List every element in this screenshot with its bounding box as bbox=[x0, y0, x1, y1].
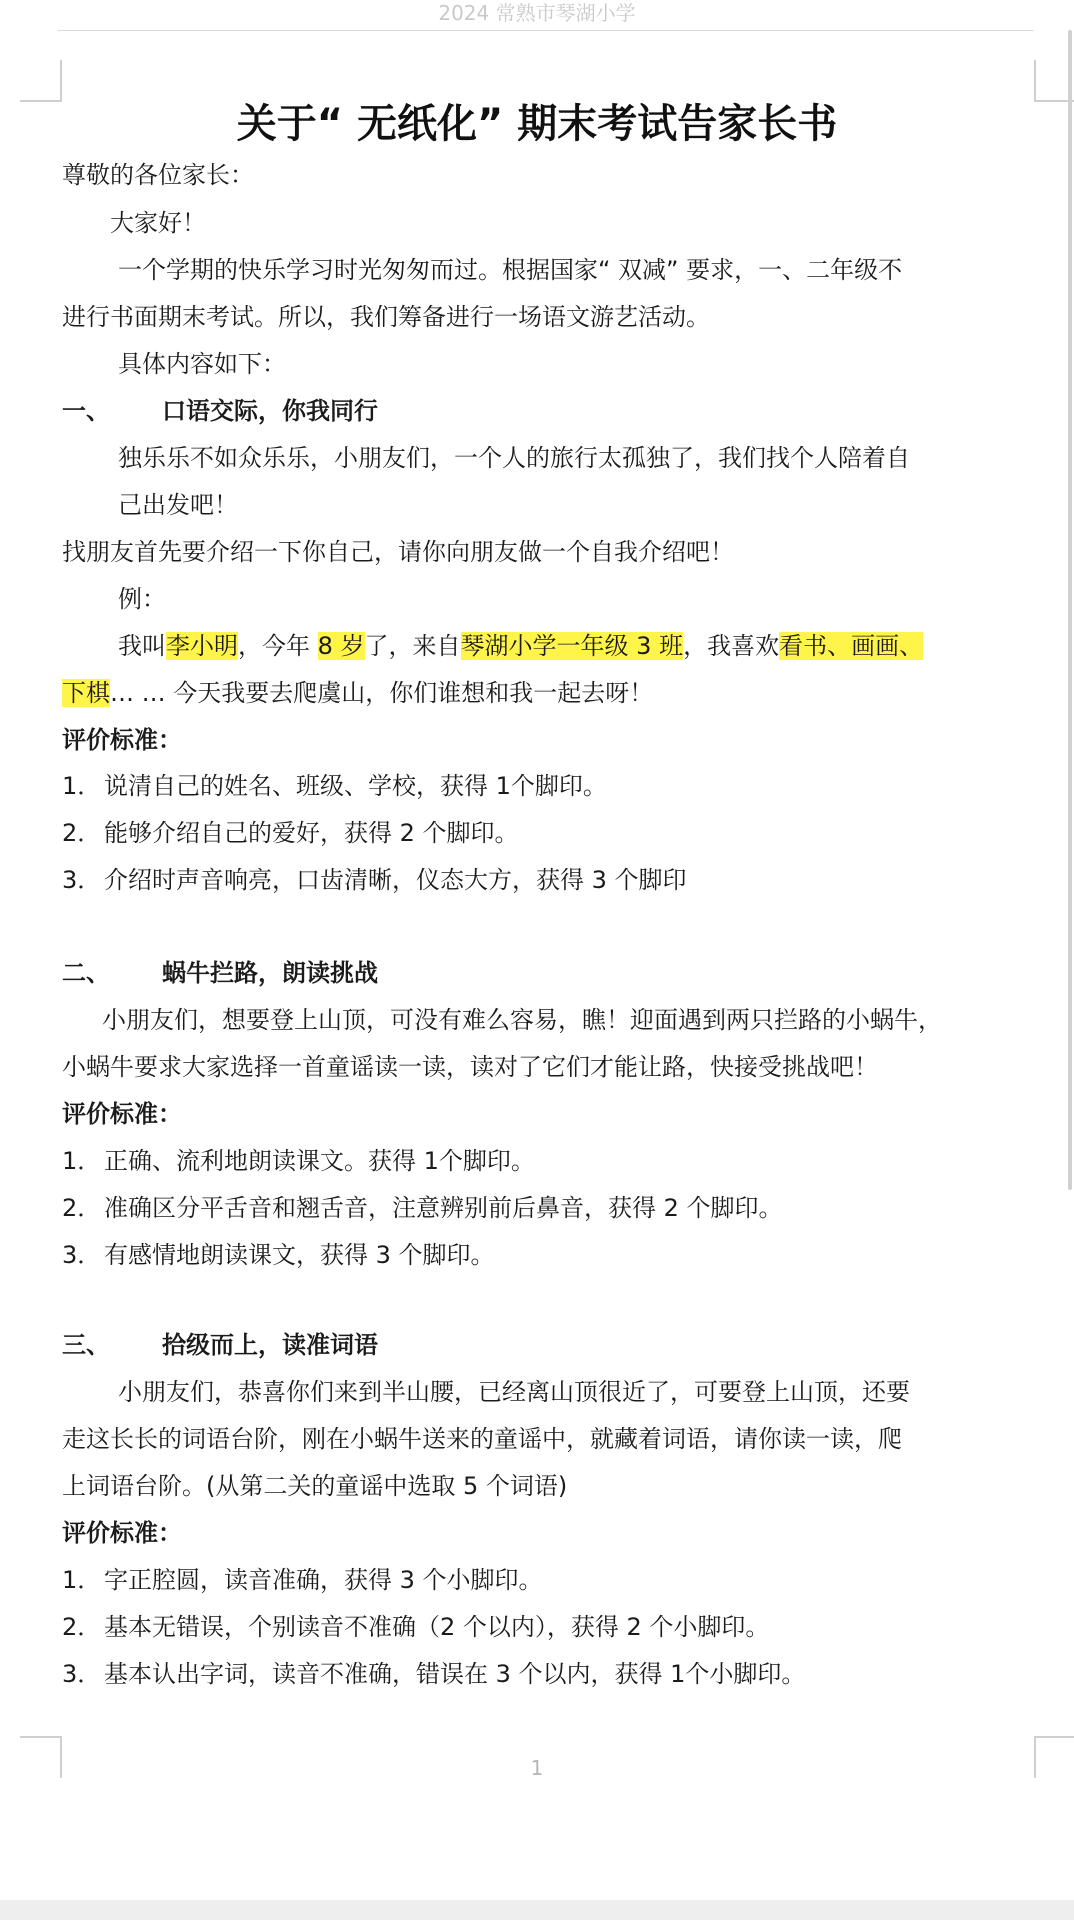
section-1-criteria-label: 评价标准： bbox=[62, 726, 182, 754]
section-2-paragraph-1: 小朋友们，想要登上山顶，可没有难么容易，瞧！迎面遇到两只拦路的小蜗牛， bbox=[102, 1006, 942, 1034]
section-1-number: 一、 bbox=[62, 397, 110, 425]
example-line-2 bbox=[62, 673, 1052, 713]
section-3-paragraph-1: 小朋友们，恭喜你们来到半山腰，已经离山顶很近了，可要登上山顶，还要 bbox=[118, 1378, 910, 1406]
highlight-age: 8 岁 bbox=[317, 632, 365, 660]
criterion-text: 有感情地朗读课文，获得 3 个脚印。 bbox=[104, 1241, 495, 1269]
criterion-number: 3． bbox=[62, 866, 102, 894]
bottom-bar bbox=[0, 1900, 1074, 1920]
section-1-criterion bbox=[62, 817, 1052, 849]
criterion-number: 1． bbox=[62, 1147, 102, 1175]
example-label: 例： bbox=[118, 585, 166, 613]
criterion-number: 2． bbox=[62, 1194, 102, 1222]
criterion-number: 3． bbox=[62, 1241, 102, 1269]
section-3-number: 三、 bbox=[62, 1331, 110, 1359]
example-text: 我叫 bbox=[118, 632, 166, 660]
example-text: ，今年 bbox=[238, 632, 318, 660]
criterion-text: 能够介绍自己的爱好，获得 2 个脚印。 bbox=[104, 819, 519, 847]
section-1-heading bbox=[62, 395, 1052, 427]
criterion-number: 3． bbox=[62, 1660, 102, 1688]
intro-line-1: 一个学期的快乐学习时光匆匆而过。根据国家“ 双减” 要求，一、二年级不 bbox=[118, 256, 903, 284]
example-text: 了，来自 bbox=[364, 632, 461, 660]
intro-line-2: 进行书面期末考试。所以，我们筹备进行一场语文游艺活动。 bbox=[62, 303, 710, 331]
hello: 大家好！ bbox=[110, 209, 206, 237]
section-1-paragraph-3: 找朋友首先要介绍一下你自己，请你向朋友做一个自我介绍吧！ bbox=[62, 538, 734, 566]
section-2-number: 二、 bbox=[62, 959, 110, 987]
example-text: ，我喜欢 bbox=[683, 632, 780, 660]
section-2-paragraph-2: 小蜗牛要求大家选择一首童谣读一读，读对了它们才能让路，快接受挑战吧！ bbox=[62, 1053, 878, 1081]
section-3-criteria-label: 评价标准： bbox=[62, 1519, 182, 1547]
section-2-criterion bbox=[62, 1239, 1052, 1271]
criterion-text: 字正腔圆，读音准确，获得 3 个小脚印。 bbox=[104, 1566, 543, 1594]
section-1-paragraph-1: 独乐乐不如众乐乐，小朋友们，一个人的旅行太孤独了，我们找个人陪着自 bbox=[118, 444, 910, 472]
section-2-criterion bbox=[62, 1145, 1052, 1177]
section-3-criterion bbox=[62, 1564, 1052, 1596]
greeting: 尊敬的各位家长： bbox=[62, 161, 254, 189]
section-3-paragraph-3: 上词语台阶。(从第二关的童谣中选取 5 个词语) bbox=[62, 1472, 568, 1500]
criterion-text: 准确区分平舌音和翘舌音，注意辨别前后鼻音，获得 2 个脚印。 bbox=[104, 1194, 783, 1222]
example-text: … … 今天我要去爬虞山，你们谁想和我一起去呀！ bbox=[110, 679, 654, 707]
criterion-number: 2． bbox=[62, 1613, 102, 1641]
criterion-number: 2． bbox=[62, 819, 102, 847]
section-2-title: 蜗牛拦路，朗读挑战 bbox=[162, 959, 378, 987]
page-title: 关于“ 无纸化” 期末考试告家长书 bbox=[236, 101, 838, 147]
section-1-criterion bbox=[62, 864, 1052, 896]
section-3-paragraph-2: 走这长长的词语台阶，刚在小蜗牛送来的童谣中，就藏着词语，请你读一读，爬 bbox=[62, 1425, 902, 1453]
intro-line-3: 具体内容如下： bbox=[118, 350, 286, 378]
section-3-title: 拾级而上，读准词语 bbox=[162, 1331, 378, 1359]
criterion-text: 基本认出字词，读音不准确，错误在 3 个以内，获得 1个小脚印。 bbox=[104, 1660, 806, 1688]
section-2-criterion bbox=[62, 1192, 1052, 1224]
highlight-hobbies: 看书、画画、 bbox=[779, 632, 924, 660]
section-1-title: 口语交际，你我同行 bbox=[162, 397, 378, 425]
section-2-criteria-label: 评价标准： bbox=[62, 1100, 182, 1128]
page-number: 1 bbox=[530, 1756, 544, 1780]
highlight-class: 琴湖小学一年级 3 班 bbox=[460, 632, 684, 660]
example-line-1 bbox=[118, 626, 1074, 666]
criterion-text: 介绍时声音响亮，口齿清晰，仪态大方，获得 3 个脚印 bbox=[104, 866, 687, 894]
criterion-text: 说清自己的姓名、班级、学校，获得 1个脚印。 bbox=[104, 772, 607, 800]
criterion-number: 1． bbox=[62, 1566, 102, 1594]
highlight-name: 李小明 bbox=[166, 632, 238, 660]
section-3-heading bbox=[62, 1329, 1052, 1361]
section-3-criterion bbox=[62, 1658, 1052, 1690]
document-header: 2024 常熟市琴湖小学 bbox=[438, 1, 636, 25]
criterion-number: 1． bbox=[62, 772, 102, 800]
section-1-criterion bbox=[62, 770, 1052, 802]
criterion-text: 正确、流利地朗读课文。获得 1个脚印。 bbox=[104, 1147, 535, 1175]
criterion-text: 基本无错误，个别读音不准确（2 个以内），获得 2 个小脚印。 bbox=[104, 1613, 770, 1641]
section-3-criterion bbox=[62, 1611, 1052, 1643]
header-divider bbox=[58, 30, 1034, 31]
section-1-paragraph-2: 己出发吧！ bbox=[118, 491, 238, 519]
section-2-heading bbox=[62, 957, 1052, 989]
highlight-hobby-chess: 下棋 bbox=[62, 679, 110, 707]
